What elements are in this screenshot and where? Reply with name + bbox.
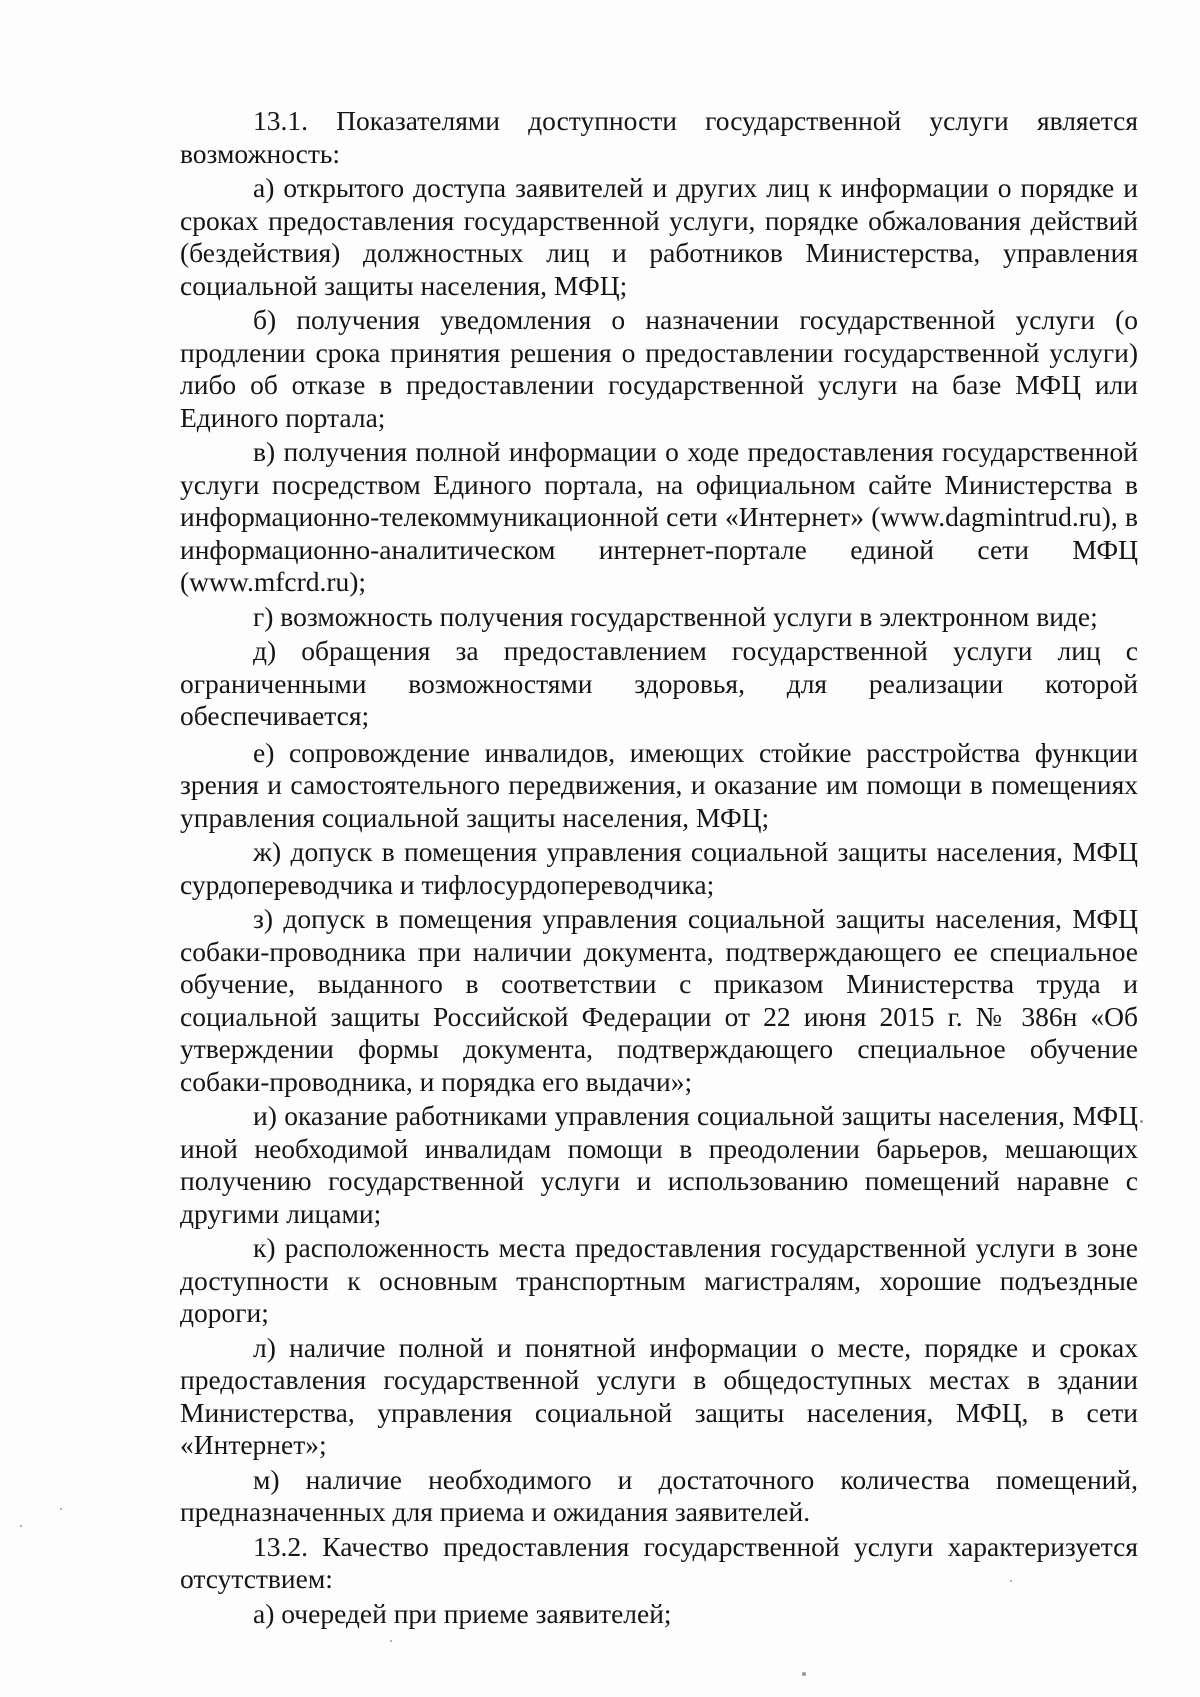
item-l-information: л) наличие полной и понятной информации о месте, порядке и сроках предоставления государственной услуги в общедоступных местах в здании Министерства, управления социальной защиты населения, МФЦ, в сети «Интернет»; — [180, 1331, 1138, 1460]
item-zh-sign-interpreter: ж) допуск в помещения управления социальной защиты населения, МФЦ сурдопереводчика и тифлосурдопереводчика; — [180, 836, 1138, 900]
item-k-location: к) расположенность места предоставления государственной услуги в зоне доступности к основным транспортным магистралям, хорошие подъездные дороги; — [180, 1232, 1138, 1328]
scan-speck — [1010, 1580, 1012, 1582]
item-m-premises: м) наличие необходимого и достаточного количества помещений, предназначенных для приема и ожидания заявителей. — [180, 1463, 1138, 1527]
scan-speck — [60, 1508, 62, 1510]
paragraph-13-2: 13.2. Качество предоставления государственной услуги характеризуется отсутствием: — [180, 1530, 1138, 1594]
scan-speck — [802, 1672, 806, 1676]
paragraph-13-1: 13.1. Показателями доступности государственной услуги является возможность: — [180, 105, 1138, 169]
item-e-escort: е) сопровождение инвалидов, имеющих стойкие расстройства функции зрения и самостоятельного передвижения, и оказание им помощи в помещениях управления социальной защиты населения, МФЦ; — [180, 736, 1138, 833]
scan-speck — [1140, 1120, 1143, 1123]
item-v-full-information: в) получения полной информации о ходе предоставления государственной услуги посредством Единого портала, на официальном сайте Министерства в информационно-телекоммуникационной сети «Интернет» (www.dagmintrud.ru), в информационно-аналитическом интернет-портале единой сети МФЦ (www.mfcrd.ru); — [180, 436, 1138, 597]
scan-speck — [20, 1525, 22, 1527]
item-d-limited-abilities: д) обращения за предоставлением государственной услуги лиц с ограниченными возможностями здоровья, для реализации которой обеспечивается; — [180, 635, 1138, 731]
item-b-notification: б) получения уведомления о назначении государственной услуги (о продлении срока принятия решения о предоставлении государственной услуги) либо об отказе в предоставлении государственной услуги на базе МФЦ или Единого портала; — [180, 304, 1138, 433]
item-a-open-access: а) открытого доступа заявителей и других лиц к информации о порядке и сроках предоставления государственной услуги, порядке обжалования действий (бездействия) должностных лиц и работников Министерства, управления социальной защиты населения, МФЦ; — [180, 172, 1138, 301]
item-i-staff-assistance: и) оказание работниками управления социальной защиты населения, МФЦ иной необходимой инвалидам помощи в преодолении барьеров, мешающих получению государственной услуги и использованию помещений наравне с другими лицами; — [180, 1100, 1138, 1229]
scan-speck — [390, 1640, 392, 1642]
item-a-queues: а) очередей при приеме заявителей; — [253, 1597, 672, 1629]
item-z-guide-dog: з) допуск в помещения управления социальной защиты населения, МФЦ собаки-проводника при наличии документа, подтверждающего ее специальное обучение, выданного в соответствии с приказом Министерства труда и социальной защиты Российской Федерации от 22 июня 2015 г. № 386н «Об утверждении формы документа, подтверждающего специальное обучение собаки-проводника, и порядка его выдачи»; — [180, 903, 1138, 1097]
item-g-electronic: г) возможность получения государственной услуги в электронном виде; — [253, 600, 1098, 632]
